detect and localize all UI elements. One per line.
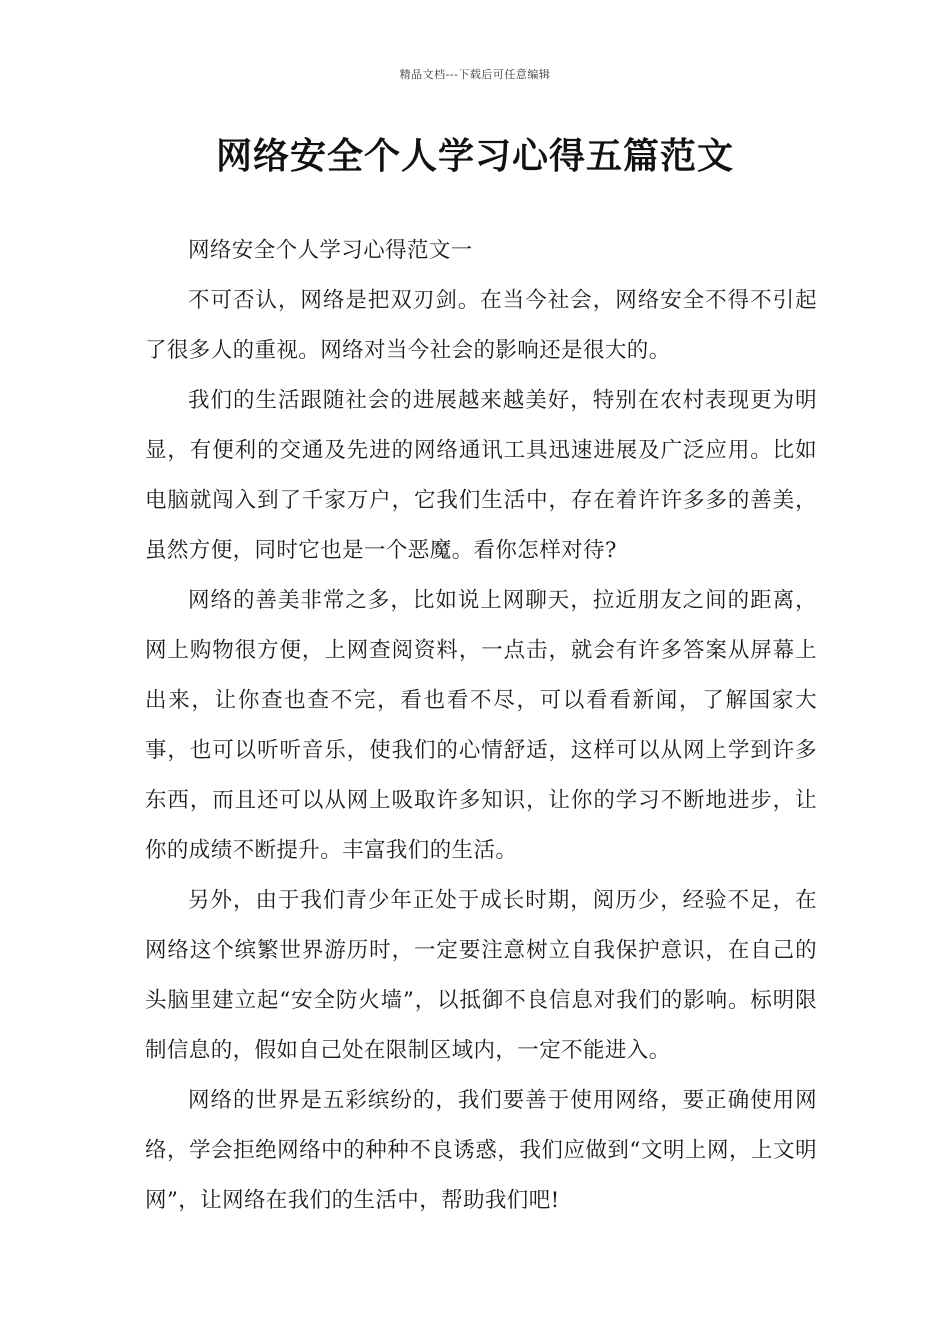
- paragraph-4: 另外，由于我们青少年正处于成长时期，阅历少，经验不足，在网络这个缤繁世界游历时，一定要注意树立自我保护意识，在自己的头脑里建立起“安全防火墙”，以抵御不良信息对我们的影响。标明限制信息的，假如自己处在限制区域内，一定不能进入。: [145, 888, 817, 1063]
- section-heading: 网络安全个人学习心得范文一: [188, 238, 473, 263]
- document-title: 网络安全个人学习心得五篇范文: [215, 135, 734, 177]
- header-note: 精品文档---下载后可任意编辑: [399, 68, 551, 81]
- paragraph-5: 网络的世界是五彩缤纷的，我们要善于使用网络，要正确使用网络，学会拒绝网络中的种种不良诱惑，我们应做到“文明上网，上文明网”，让网络在我们的生活中，帮助我们吧!: [145, 1088, 817, 1213]
- paragraph-1: 不可否认，网络是把双刃剑。在当今社会，网络安全不得不引起了很多人的重视。网络对当今社会的影响还是很大的。: [145, 288, 817, 363]
- paragraph-2: 我们的生活跟随社会的进展越来越美好，特别在农村表现更为明显，有便利的交通及先进的网络通讯工具迅速进展及广泛应用。比如电脑就闯入到了千家万户，它我们生活中，存在着许许多多的善美，虽然方便，同时它也是一个恶魔。看你怎样对待?: [145, 388, 817, 563]
- document-body: [145, 226, 817, 1226]
- paragraph-3: 网络的善美非常之多，比如说上网聊天，拉近朋友之间的距离，网上购物很方便，上网查阅资料，一点击，就会有许多答案从屏幕上出来，让你查也查不完，看也看不尽，可以看看新闻，了解国家大事，也可以听听音乐，使我们的心情舒适，这样可以从网上学到许多东西，而且还可以从网上吸取许多知识，让你的学习不断地进步，让你的成绩不断提升。丰富我们的生活。: [145, 588, 817, 863]
